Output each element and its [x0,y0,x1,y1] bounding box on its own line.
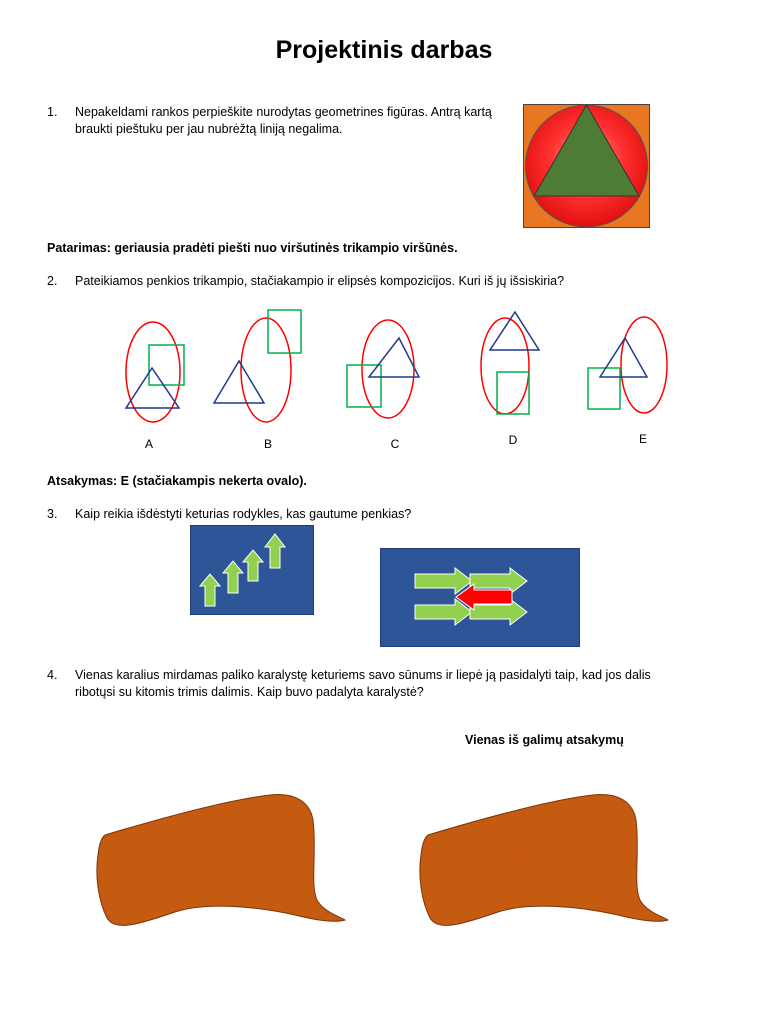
composition-d [481,312,539,414]
hint-text: Patarimas: geriausia pradėti piešti nuo viršutinės trikampio viršūnės. [47,241,458,255]
option-e-label: E [638,432,647,446]
composition-a [126,322,184,422]
compositions-figure [110,300,690,430]
possible-answer-label: Vienas iš galimų atsakymų [465,733,624,747]
task-3-number: 3. [47,507,58,521]
task-2-number: 2. [47,274,58,288]
task-1-text: Nepakeldami rankos perpieškite nurodytas geometrines figūras. Antrą kartą braukti pieštuku per jau nubrėžtą liniją negalima. [75,105,492,136]
task-3-text: Kaip reikia išdėstyti keturias rodykles, kas gautume penkias? [75,507,412,521]
figure-square-circle-triangle [523,104,650,228]
composition-e [588,317,667,413]
kingdom-shape-right [418,790,678,940]
option-b-label: B [263,437,272,451]
answer-text: Atsakymas: E (stačiakampis nekerta ovalo). [47,474,307,488]
five-arrows-panel [380,548,580,647]
task-4-text: Vienas karalius mirdamas paliko karalystę keturiems savo sūnums ir liepė ją pasidalyti taip, kad jos dalis ribotųsi su kitomis trimis dalimis. Kaip buvo padalyta karalystė? [75,668,651,699]
page-title: Projektinis darbas [275,36,493,64]
option-d-label: D [508,433,518,447]
composition-b [214,310,301,422]
option-a-label: A [144,437,153,451]
task-1-number: 1. [47,105,58,119]
task-2-text: Pateikiamos penkios trikampio, stačiakampio ir elipsės kompozicijos. Kuri iš jų išsiskiria? [75,274,565,288]
four-arrows-panel [190,525,314,615]
kingdom-shape-left [95,790,355,940]
composition-c [347,320,419,418]
task-4-number: 4. [47,668,58,682]
option-c-label: C [390,437,400,451]
